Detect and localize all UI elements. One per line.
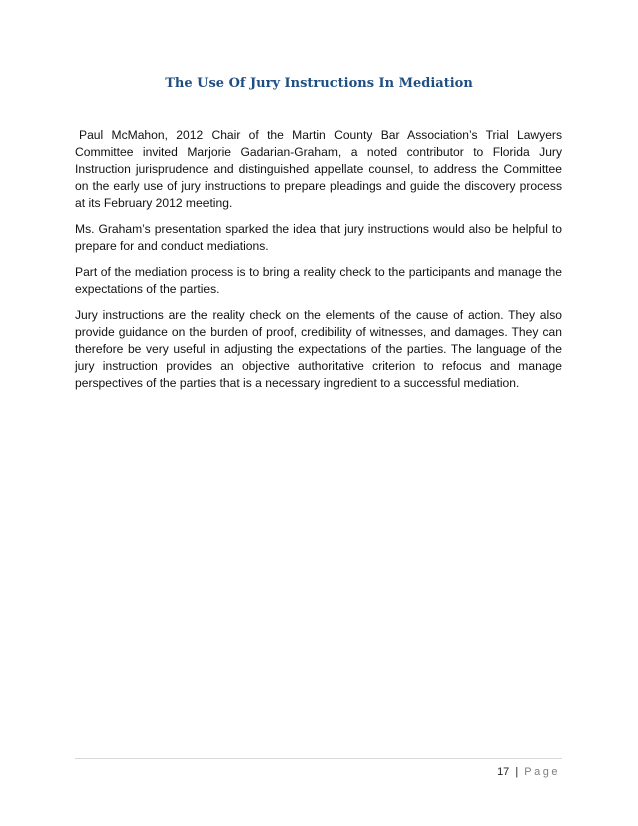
page-number: 17: [497, 766, 510, 778]
paragraph-3: Part of the mediation process is to bring a reality check to the participants and manage the expectations of the parties.: [75, 265, 562, 296]
footer-divider: [75, 758, 562, 759]
paragraph-4: Jury instructions are the reality check on the elements of the cause of action. They also provide guidance on the burden of proof, credibility of witnesses, and damages. They can therefore be very useful in adjusting the expectations of the parties. The language of the jury instruction provides an objective authoritative criterion to refocus and manage perspectives of the parties that is a necessary ingredient to a successful mediation.: [75, 308, 562, 390]
paragraph-2: Ms. Graham’s presentation sparked the idea that jury instructions would also be helpful to prepare for and conduct mediations.: [75, 222, 562, 253]
page-label: Page: [524, 766, 560, 778]
document-body: [75, 127, 562, 401]
footer-separator: |: [515, 766, 519, 778]
paragraph-1: Paul McMahon, 2012 Chair of the Martin County Bar Association’s Trial Lawyers Committee invited Marjorie Gadarian-Graham, a noted contributor to Florida Jury Instruction jurisprudence and distinguished appellate counsel, to address the Committee on the early use of jury instructions to prepare pleadings and guide the discovery process at its February 2012 meeting.: [75, 128, 562, 210]
page-footer: [497, 766, 560, 778]
document-title: The Use Of Jury Instructions In Mediation: [165, 76, 473, 91]
